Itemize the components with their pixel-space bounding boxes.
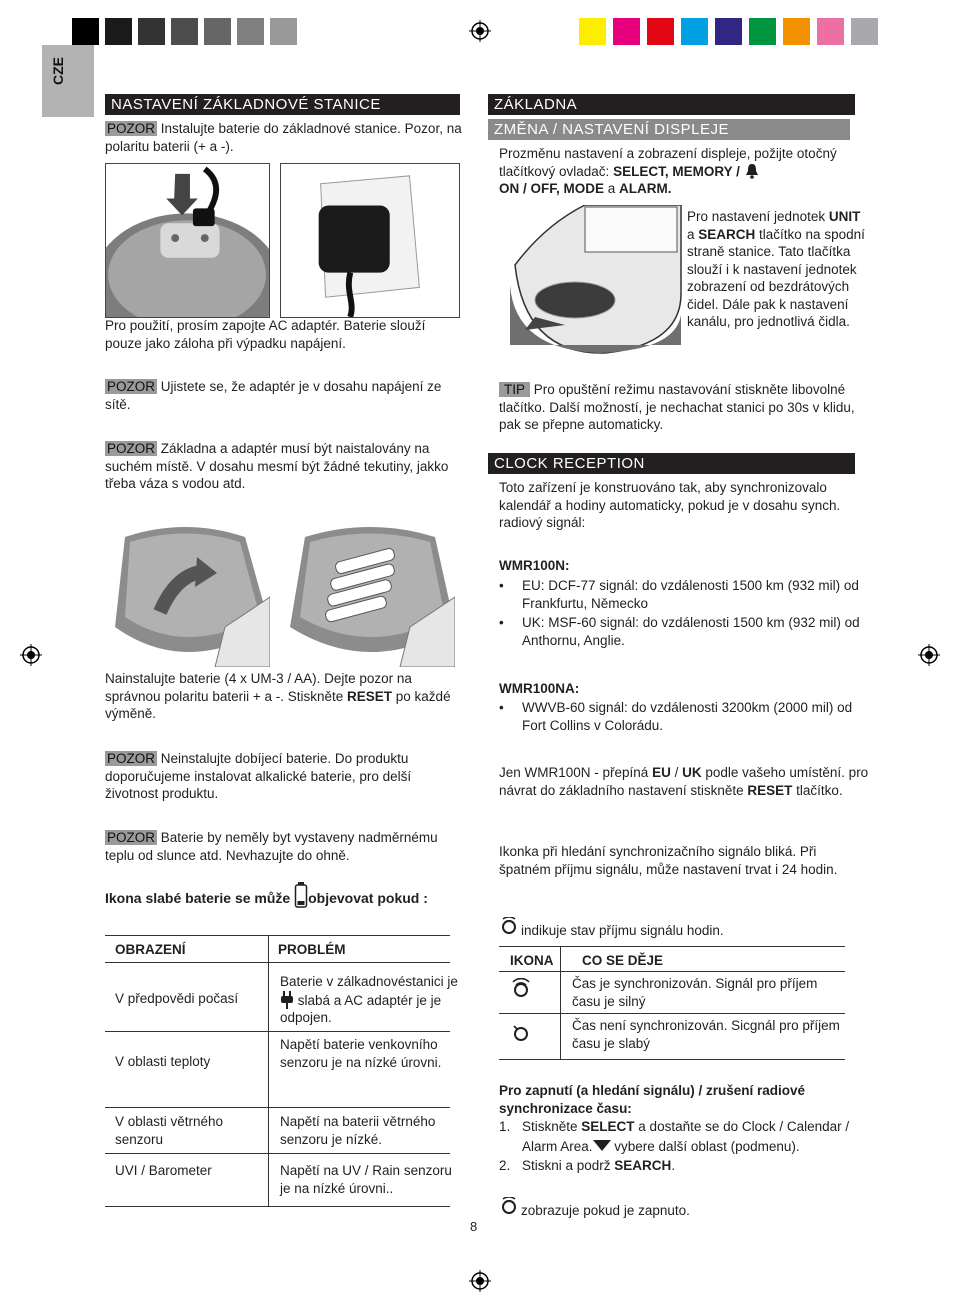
list-item: • WWVB-60 signál: do vzdálenosti 3200km (2000 mil) od Fort Collins v Colorádu. [499, 700, 853, 733]
table-cell-problem: Napětí na UV / Rain senzoru je na nízké úrovni.. [280, 1163, 452, 1196]
paragraph-display-control: Prozměnu nastavení a zobrazení displeje, požijte otočný tlačítkový ovladač: SELECT, MEMORY / ON / OFF, MODE a ALARM. [499, 146, 837, 196]
paragraph-shown-if-on: zobrazuje pokud je zapnuto. [499, 1197, 869, 1220]
paragraph-eu-uk-switch: Jen WMR100N - přepíná EU / UK podle vašeho umístění. pro návrat do základního nastavení stiskněte RESET tlačítko. [499, 765, 869, 798]
registration-mark-icon [918, 644, 940, 666]
paragraph-dry-place: POZOR Základna a adaptér musí být naistalovány na suchém místě. V dosahu mesmí být žádné tekutiny, jakko třeba váza s vodou atd. [105, 441, 449, 491]
list-wmr100n [499, 577, 869, 649]
color-swatch [783, 18, 810, 45]
table-rule [105, 935, 450, 936]
list-item: 1. Stiskněte SELECT a dostaňte se do Clock / Calendar / Alarm Area. vybere další oblast (podmenu). [499, 1119, 850, 1154]
plug-icon [280, 991, 294, 1009]
registration-mark-icon [469, 1270, 491, 1292]
steps-list [499, 1117, 879, 1176]
paragraph-icon-blink: Ikonka při hledání synchronizačního signálo bliká. Při špatném příjmu signálu, může nastavení trvat i 24 hodin. [499, 844, 838, 877]
radio-signal-icon [499, 1197, 519, 1217]
paragraph-tip: TIP Pro opuštění režimu nastavování stiskněte libovolné tlačítko. Další možností, je nechachat stanici po 30s v klidu, pak se přepne automaticky. [499, 382, 855, 432]
illustration-adapter-plug [105, 163, 270, 318]
table-cell-problem: Napětí baterie venkovního senzoru je na nízké úrovni. [280, 1037, 442, 1070]
table-rule [105, 1031, 450, 1032]
table-rule [499, 971, 845, 972]
color-swatch [579, 18, 606, 45]
color-swatch [237, 18, 264, 45]
color-swatch [681, 18, 708, 45]
color-swatch [270, 18, 297, 45]
heading-radio-sync-toggle: Pro zapnutí (a hledání signálu) / zrušení radiové synchronizace času: [499, 1083, 806, 1116]
color-swatch [105, 18, 132, 45]
color-swatch [749, 18, 776, 45]
color-swatch [204, 18, 231, 45]
illustration-station-front [505, 205, 683, 355]
color-swatch [817, 18, 844, 45]
color-swatch [715, 18, 742, 45]
illustration-open-battery-cover [105, 517, 270, 667]
color-swatch [613, 18, 640, 45]
language-tab-label: CZE [50, 57, 66, 85]
section-subtitle-display: ZMĚNA / NASTAVENÍ DISPLEJE [488, 119, 850, 140]
paragraph-clock-reception: Toto zařízení je konstruováno tak, aby synchronizovalo kalendář a hodiny automaticky, pokud je v dosahu synch. radiový signál: [499, 480, 841, 530]
section-title-base-station: NASTAVENÍ ZÁKLADNOVÉ STANICE [105, 94, 460, 115]
low-battery-heading: Ikona slabé baterie se může objevovat pokud : [105, 876, 475, 920]
table-rule [499, 1013, 845, 1014]
paragraph-indicates: indikuje stav příjmu signálu hodin. [499, 917, 869, 940]
bell-icon [744, 163, 760, 179]
page-number: 8 [470, 1219, 478, 1234]
illustration-ac-adapter [280, 163, 460, 318]
registration-mark-icon [20, 644, 42, 666]
list-item: • UK: MSF-60 signál: do vzdálenosti 1500 km (932 mil) od Anthornu, Anglie. [499, 615, 860, 648]
icon-table-cell: Čas je synchronizován. Signál pro příjem času je silný [572, 976, 818, 1009]
color-swatch [171, 18, 198, 45]
paragraph-no-rechargeable: POZOR Neinstalujte dobíjecí baterie. Do produktu doporučujeme instalovat alkalické baterie, pro delší životnost produktu. [105, 751, 412, 801]
strong-signal-icon [510, 978, 532, 1000]
table-cell-problem: Napětí na baterii větrného senzoru je nízké. [280, 1114, 436, 1147]
table-divider [268, 935, 269, 1207]
color-swatch [138, 18, 165, 45]
warning-tag: POZOR [107, 121, 156, 136]
table-rule [105, 962, 450, 963]
table-rule [105, 1107, 450, 1108]
paragraph-unit-search: Pro nastavení jednotek UNIT a SEARCH tlačítko na spodní straně stanice. Tato tlačítka slouží i k nastavení jednotek zobrazení od bezdrátových čidel. Dále pak k nastavení kanálu, pro jednotlivá čidla. [687, 209, 865, 329]
paragraph-heat-warning: POZOR Baterie by neměly byt vystaveny nadměrnému teplu od slunce atd. Nevhazujte do ohně. [105, 830, 438, 863]
language-tab [42, 45, 94, 117]
table-rule [105, 1206, 450, 1207]
table-rule [499, 946, 845, 947]
model-label-wmr100na: WMR100NA: [499, 681, 580, 696]
list-item: 2. Stiskni a podrž SEARCH. [499, 1158, 676, 1173]
color-swatch [851, 18, 878, 45]
down-arrow-icon [593, 1140, 611, 1151]
table-divider [560, 946, 561, 1060]
table-rule [105, 1153, 450, 1154]
warning-tag: POZOR [107, 751, 156, 766]
battery-icon [294, 881, 308, 909]
icon-table-cell: Čas není synchronizován. Sicgnál pro příjem času je slabý [572, 1018, 840, 1051]
color-swatch [647, 18, 674, 45]
table-cell-problem: Baterie v zálkadnovéstanici je slabá a AC adaptér je je odpojen. [280, 974, 458, 1025]
section-title-clock-reception: CLOCK RECEPTION [488, 453, 855, 474]
paragraph-adapter-reach: POZOR Ujistete se, že adaptér je v dosahu napájení ze sítě. [105, 379, 442, 412]
paragraph-use-adapter: Pro použití, prosím zapojte AC adaptér. Baterie slouží pouze jako záloha při výpadku napájení. [105, 318, 426, 351]
warning-tag: POZOR [107, 830, 156, 845]
illustration-batteries-inserted [285, 517, 455, 667]
paragraph-insert-batteries: Nainstalujte baterie (4 x UM-3 / AA). Dejte pozor na správnou polaritu baterii + a -. Stiskněte RESET po každé výměně. [105, 671, 451, 721]
list-item: • EU: DCF-77 signál: do vzdálenosti 1500 km (932 mil) od Frankfurtu, Německo [499, 578, 859, 611]
radio-signal-icon [499, 917, 519, 937]
color-swatch [72, 18, 99, 45]
paragraph-install-batteries: POZOR Instalujte baterie do základnové stanice. Pozor, na polaritu baterii (+ a -). [105, 121, 462, 154]
warning-tag: POZOR [107, 379, 156, 394]
tip-tag: TIP [499, 382, 530, 397]
registration-mark-icon [469, 20, 491, 42]
table-header-what-happens: CO SE DĚJE [582, 953, 664, 968]
table-header-problem: PROBLÉM [278, 942, 346, 957]
table-cell-display: V předpovědi počasí [115, 991, 239, 1006]
table-cell-display: UVI / Barometer [115, 1163, 212, 1178]
weak-signal-icon [510, 1022, 532, 1044]
table-header-display: OBRAZENÍ [115, 942, 186, 957]
table-cell-display: V oblasti větrného senzoru [115, 1114, 224, 1147]
warning-tag: POZOR [107, 441, 156, 456]
model-label-wmr100n: WMR100N: [499, 558, 570, 573]
table-cell-display: V oblasti teploty [115, 1054, 211, 1069]
table-header-icon: IKONA [510, 953, 554, 968]
list-wmr100na [499, 699, 869, 734]
section-title-base: ZÁKLADNA [488, 94, 855, 115]
table-rule [499, 1059, 845, 1060]
